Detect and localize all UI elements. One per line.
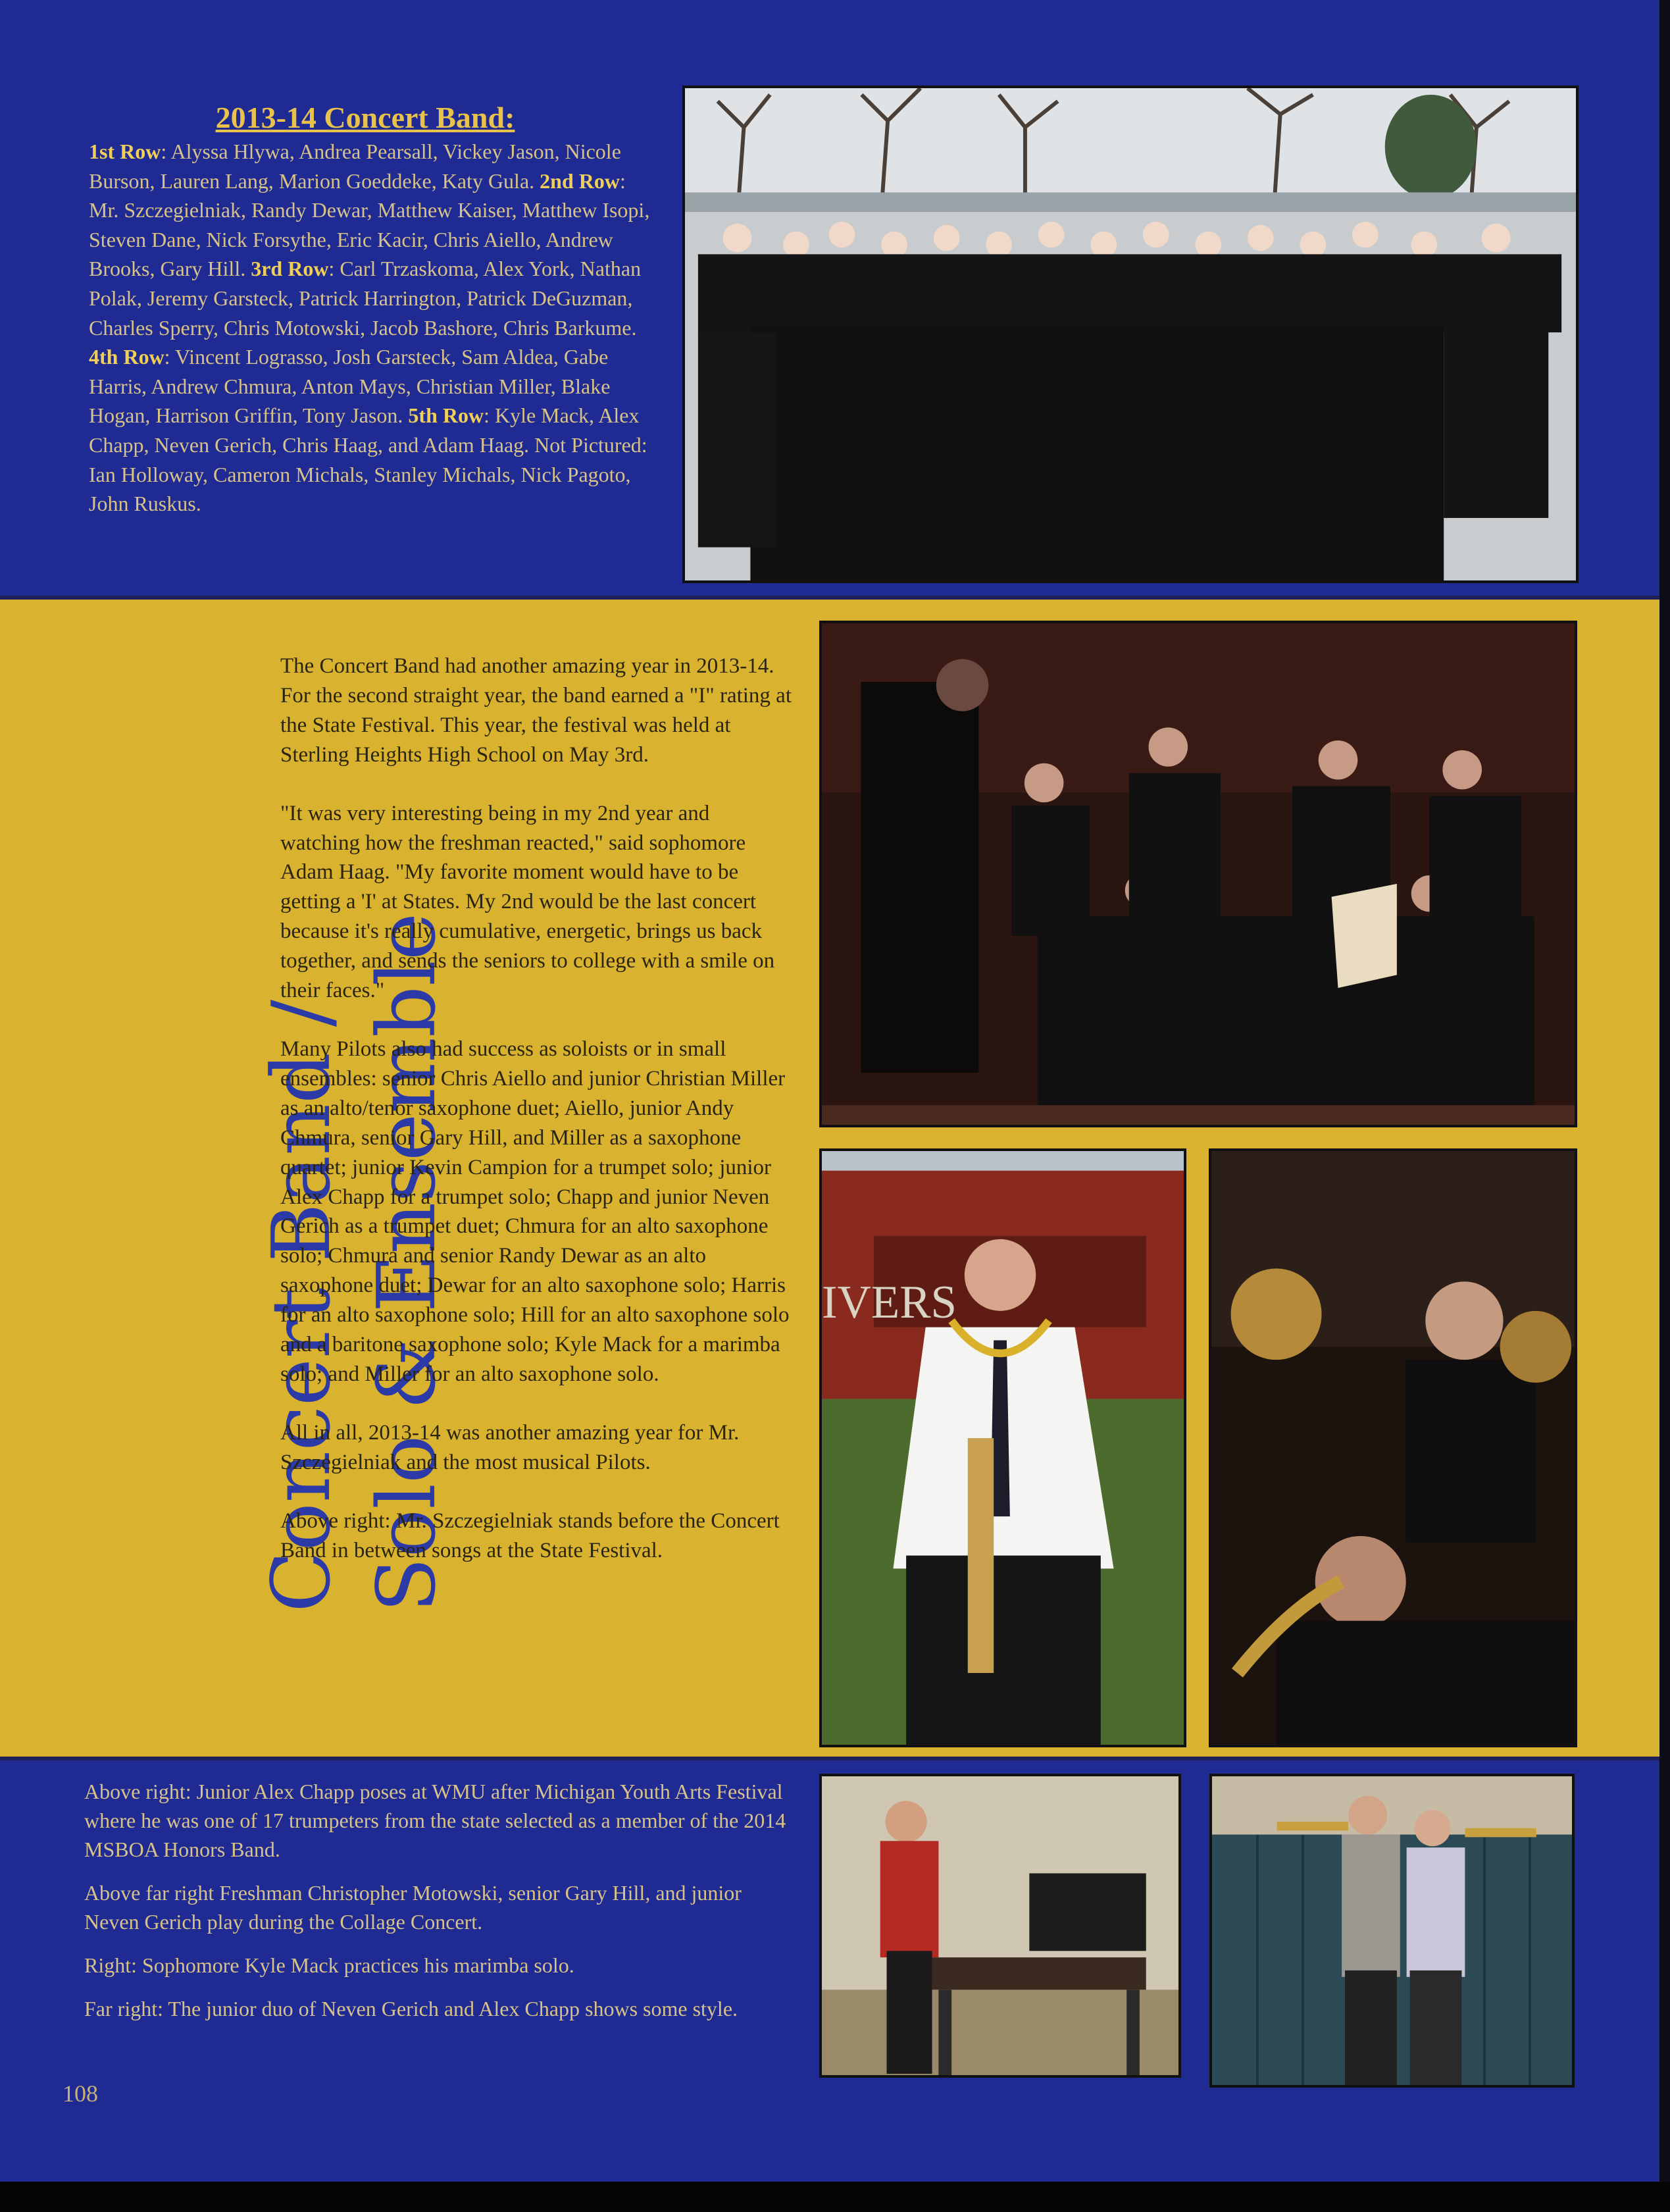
band-roster [89, 99, 655, 519]
trumpet-duo-photo [1209, 1774, 1575, 2088]
row3-names: : Carl Trzaskoma, Alex York, Nathan Polak, Jeremy Garsteck, Patrick Harrington, Patrick DeGuzman, Charles Sperry, Chris Motowski, Jacob Bashore, Chris Barkume. [89, 257, 642, 340]
sign-text: IVERS [822, 1276, 957, 1328]
caption: Right: Sophomore Kyle Mack practices his marimba solo. [84, 1953, 574, 1977]
caption: Above right: Junior Alex Chapp poses at WMU after Michigan Youth Arts Festival where he was one of 17 trumpeters from the state selected as a member of the 2014 MSBOA Honors Band. [84, 1780, 786, 1861]
alex-chapp-photo [819, 1148, 1186, 1747]
row5-label: 5th Row [408, 403, 484, 428]
concert-stage-photo [819, 621, 1577, 1127]
row5-names: : Kyle Mack, Alex Chapp, Neven Gerich, Chris Haag, and Adam Haag. Not Pictured: Ian Holloway, Cameron Michals, Stanley Michals, Nick Pagoto, John Ruskus. [89, 403, 647, 516]
marimba-photo [819, 1774, 1181, 2078]
story-paragraph: "It was very interesting being in my 2nd year and watching how the freshman reacted," said sophomore Adam Haag. "My favorite moment would have to be getting a 'I' at States. My 2nd would be the last concert because it's really cumulative, energetic, brings us back together, and sends the seniors to college with a smile on their faces." [280, 801, 775, 1003]
row4-label: 4th Row [89, 345, 164, 369]
scan-bottom-edge [0, 2182, 1670, 2212]
page-edge [1659, 0, 1670, 2212]
group-photo [682, 86, 1579, 583]
story-paragraph: All in all, 2013-14 was another amazing year for Mr. Szczegielniak and the most musical Pilots. [280, 1420, 740, 1474]
story-paragraph: Many Pilots also had success as soloists or in small ensembles: senior Chris Aiello and junior Christian Miller as an alto/tenor saxophone duet; Aiello, junior Andy Chmura, senior Gary Hill, and Miller as a saxophone quartet; junior Kevin Campion for a trumpet solo; junior Alex Chapp for a trumpet solo; Chapp and junior Neven Gerich as a trumpet duet; Chmura for an alto saxophone solo; Chmura and senior Randy Dewar as an alto saxophone duet; Dewar for an alto saxophone solo; Harris for an alto saxophone solo; Hill for an alto saxophone solo and a baritone saxophone solo; Kyle Mack for a marimba solo; and Miller for an alto saxophone solo. [280, 1037, 790, 1386]
section-title-line2: Solo & Ensemble [360, 912, 453, 1612]
row4-names: : Vincent Lograsso, Josh Garsteck, Sam Aldea, Gabe Harris, Andrew Chmura, Anton Mays, Christian Miller, Blake Hogan, Harrison Griffin, Tony Jason. [89, 345, 611, 428]
story-paragraph: The Concert Band had another amazing year in 2013-14. For the second straight year, the band earned a "I" rating at the State Festival. This year, the festival was held at Sterling Heights High School on May 3rd. [280, 654, 792, 767]
page-number: 108 [63, 2080, 98, 2107]
story-caption: Above right: Mr. Szczegielniak stands before the Concert Band in between songs at the State Festival. [280, 1508, 780, 1562]
row3-label: 3rd Row [251, 257, 329, 281]
caption: Above far right Freshman Christopher Motowski, senior Gary Hill, and junior Neven Gerich play during the Collage Concert. [84, 1881, 742, 1934]
row1-label: 1st Row [89, 140, 161, 163]
row2-label: 2nd Row [540, 168, 620, 193]
story-text [280, 652, 794, 1594]
row1-names: : Alyssa Hlywa, Andrea Pearsall, Vickey Jason, Nicole Burson, Lauren Lang, Marion Goeddeke, Katy Gula. [89, 140, 621, 193]
roster-title: 2013-14 Concert Band: [215, 101, 515, 134]
caption: Far right: The junior duo of Neven Gerich and Alex Chapp shows some style. [84, 1997, 738, 2020]
section-title-line1: Concert Band / [255, 1000, 348, 1612]
row2-names: : Mr. Szczegielniak, Randy Dewar, Matthew Kaiser, Matthew Isopi, Steven Dane, Nick Forsythe, Eric Kacir, Chris Aiello, Andrew Brooks, Gary Hill. [89, 168, 650, 281]
collage-concert-photo [1209, 1148, 1577, 1747]
photo-captions [84, 1777, 798, 2038]
